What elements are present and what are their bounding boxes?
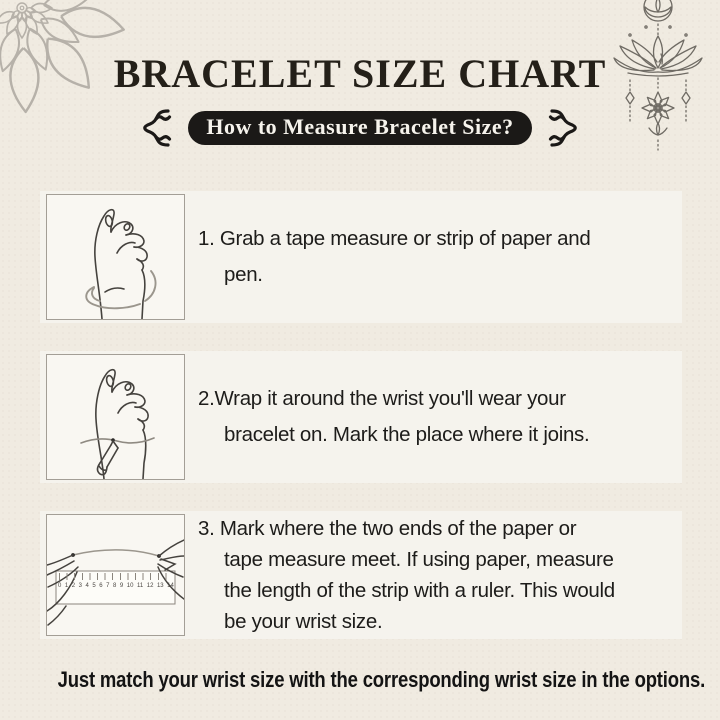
step3-text (198, 513, 615, 637)
flourish-left-icon (136, 107, 176, 149)
fist-with-pen-marking-icon (47, 355, 184, 479)
ruler-ticks (59, 573, 173, 580)
step3-line1: 3. Mark where the two ends of the paper or (198, 517, 577, 540)
step3-line2: tape measure meet. If using paper, measure (224, 548, 614, 571)
step3-line3: the length of the strip with a ruler. This would (224, 579, 615, 602)
page-title: BRACELET SIZE CHART (113, 51, 607, 96)
step1-line1: 1. Grab a tape measure or strip of paper and (198, 227, 591, 250)
step2-line1: 2.Wrap it around the wrist you'll wear your (198, 387, 566, 410)
step-row-1 (40, 191, 682, 323)
badge-pill: How to Measure Bracelet Size? (188, 111, 531, 145)
footer-note: Just match your wrist size with the corresponding wrist size in the options. (57, 667, 706, 692)
step1-illustration (46, 194, 185, 320)
flourish-right-icon (544, 107, 584, 149)
step2-line2: bracelet on. Mark the place where it joins. (224, 423, 590, 446)
subtitle-badge-row (0, 107, 720, 149)
steps-list (40, 191, 682, 639)
step3-illustration (46, 514, 185, 636)
step-row-2 (40, 351, 682, 483)
step3-line4: be your wrist size. (224, 610, 383, 633)
step2-text (198, 381, 589, 453)
step1-line2: pen. (224, 263, 263, 286)
fist-with-tape-loop-icon (47, 195, 184, 319)
ruler-numbers: 0 1 2 3 4 5 6 7 8 9 10 11 12 13 14 (58, 583, 174, 589)
step1-text (198, 221, 590, 293)
step-row-3 (40, 511, 682, 639)
step2-illustration (46, 354, 185, 480)
